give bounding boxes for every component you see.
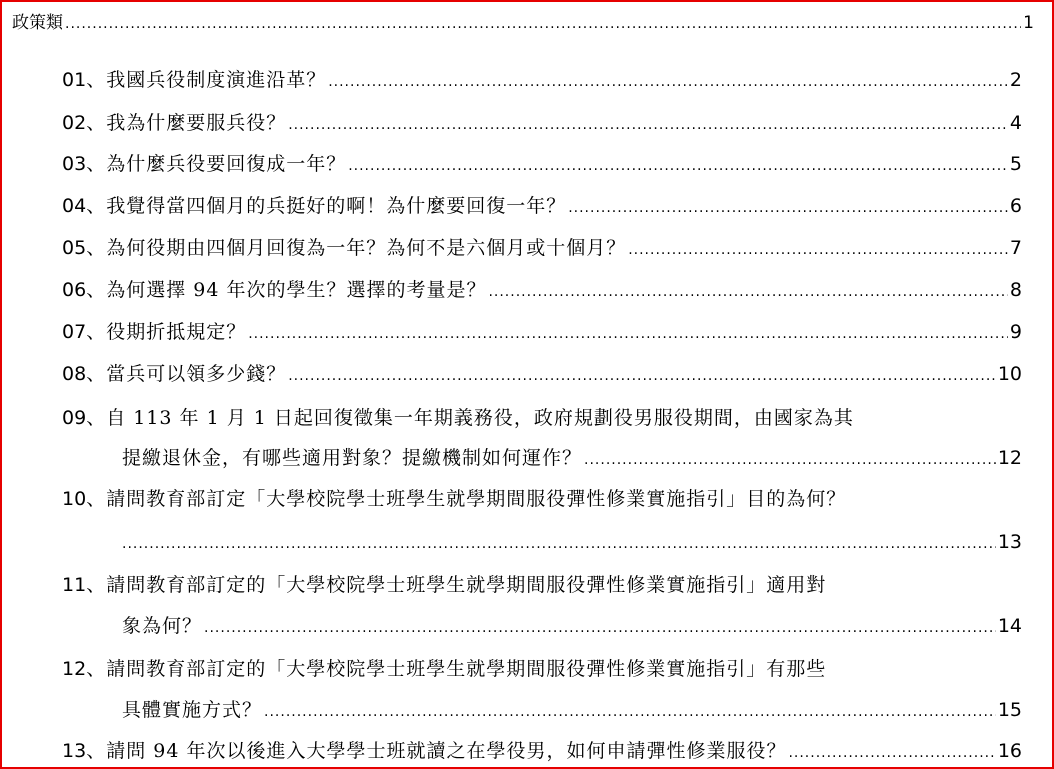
leader-dots xyxy=(264,698,996,724)
entry-title: 、請問教育部訂定「大學校院學士班學生就學期間服役彈性修業實施指引」目的為何？ xyxy=(86,488,847,510)
section-page-number: 1 xyxy=(1023,13,1034,33)
entry-title: 、我為什麼要服兵役？ xyxy=(86,112,287,134)
toc-entry-05[interactable] xyxy=(62,236,1022,262)
entry-title: 、請問教育部訂定的「大學校院學士班學生就學期間服役彈性修業實施指引」有那些 xyxy=(86,658,827,680)
leader-dots xyxy=(328,68,1008,94)
leader-dots xyxy=(65,10,1021,36)
toc-entry-12-continuation[interactable] xyxy=(122,698,1022,724)
entry-title: 、請問 94 年次以後進入大學學士班就讀之在學役男，如何申請彈性修業服役？ xyxy=(86,740,787,762)
entry-title: 、請問教育部訂定的「大學校院學士班學生就學期間服役彈性修業實施指引」適用對 xyxy=(86,574,827,596)
entry-title: 、為何役期由四個月回復為一年？為何不是六個月或十個月？ xyxy=(86,237,627,259)
toc-entry-02[interactable] xyxy=(62,111,1022,137)
toc-section-heading[interactable] xyxy=(12,10,1034,36)
entry-title: 、我國兵役制度演進沿革？ xyxy=(86,69,327,91)
leader-dots xyxy=(568,194,1008,220)
entry-title: 、我覺得當四個月的兵挺好的啊！為什麼要回復一年？ xyxy=(86,195,567,217)
entry-number: 06 xyxy=(62,279,87,301)
entry-number: 02 xyxy=(62,112,87,134)
entry-number: 05 xyxy=(62,237,87,259)
entry-page-number: 9 xyxy=(1009,321,1022,343)
leader-dots xyxy=(122,530,996,556)
leader-dots xyxy=(248,320,1008,346)
toc-entry-11-continuation[interactable] xyxy=(122,614,1022,640)
leader-dots xyxy=(288,111,1008,137)
toc-entry-04[interactable] xyxy=(62,194,1022,220)
entry-number: 07 xyxy=(62,321,87,343)
toc-entry-12[interactable] xyxy=(62,657,1022,681)
entry-title-continuation: 象為何？ xyxy=(122,615,203,637)
leader-dots xyxy=(204,614,996,640)
leader-dots xyxy=(584,446,996,472)
toc-entry-10[interactable] xyxy=(62,487,1022,511)
entry-page-number: 15 xyxy=(997,699,1022,721)
entry-page-number: 14 xyxy=(997,615,1022,637)
entry-number: 13 xyxy=(62,740,87,762)
section-title: 政策類 xyxy=(12,13,63,33)
leader-dots xyxy=(628,236,1008,262)
toc-entry-10-continuation[interactable] xyxy=(122,530,1022,556)
entry-number: 11 xyxy=(62,574,87,596)
entry-title: 、役期折抵規定？ xyxy=(86,321,247,343)
entry-title-continuation: 提繳退休金，有哪些適用對象？提繳機制如何運作？ xyxy=(122,447,583,469)
entry-page-number: 10 xyxy=(997,363,1022,385)
leader-dots xyxy=(788,739,995,765)
entry-title: 、為何選擇 94 年次的學生？選擇的考量是？ xyxy=(86,279,487,301)
entry-page-number: 13 xyxy=(997,531,1022,553)
entry-page-number: 2 xyxy=(1009,69,1022,91)
toc-entry-06[interactable] xyxy=(62,278,1022,304)
entry-number: 08 xyxy=(62,363,87,385)
leader-dots xyxy=(488,278,1007,304)
entry-page-number: 5 xyxy=(1009,153,1022,175)
entry-page-number: 4 xyxy=(1009,112,1022,134)
entry-number: 03 xyxy=(62,153,87,175)
entry-page-number: 12 xyxy=(997,447,1022,469)
entry-title: 、當兵可以領多少錢？ xyxy=(86,363,287,385)
toc-entry-09[interactable] xyxy=(62,406,1022,430)
entry-page-number: 16 xyxy=(997,740,1022,762)
toc-entry-01[interactable] xyxy=(62,68,1022,94)
toc-entry-09-continuation[interactable] xyxy=(122,446,1022,472)
entry-page-number: 6 xyxy=(1009,195,1022,217)
entry-number: 09 xyxy=(62,407,87,429)
entry-number: 10 xyxy=(62,488,87,510)
leader-dots xyxy=(348,152,1008,178)
toc-entry-11[interactable] xyxy=(62,573,1022,597)
entry-title: 、自 113 年 1 月 1 日起回復徵集一年期義務役，政府規劃役男服役期間，由國家為其 xyxy=(86,407,854,429)
toc-entry-13[interactable] xyxy=(62,739,1022,765)
toc-entry-08[interactable] xyxy=(62,362,1022,388)
entry-page-number: 7 xyxy=(1009,237,1022,259)
entry-title-continuation: 具體實施方式？ xyxy=(122,699,263,721)
entry-title: 、為什麼兵役要回復成一年？ xyxy=(86,153,347,175)
toc-entry-03[interactable] xyxy=(62,152,1022,178)
leader-dots xyxy=(288,362,996,388)
entry-number: 04 xyxy=(62,195,87,217)
entry-number: 01 xyxy=(62,69,87,91)
entry-number: 12 xyxy=(62,658,87,680)
entry-page-number: 8 xyxy=(1009,279,1022,301)
toc-entry-07[interactable] xyxy=(62,320,1022,346)
